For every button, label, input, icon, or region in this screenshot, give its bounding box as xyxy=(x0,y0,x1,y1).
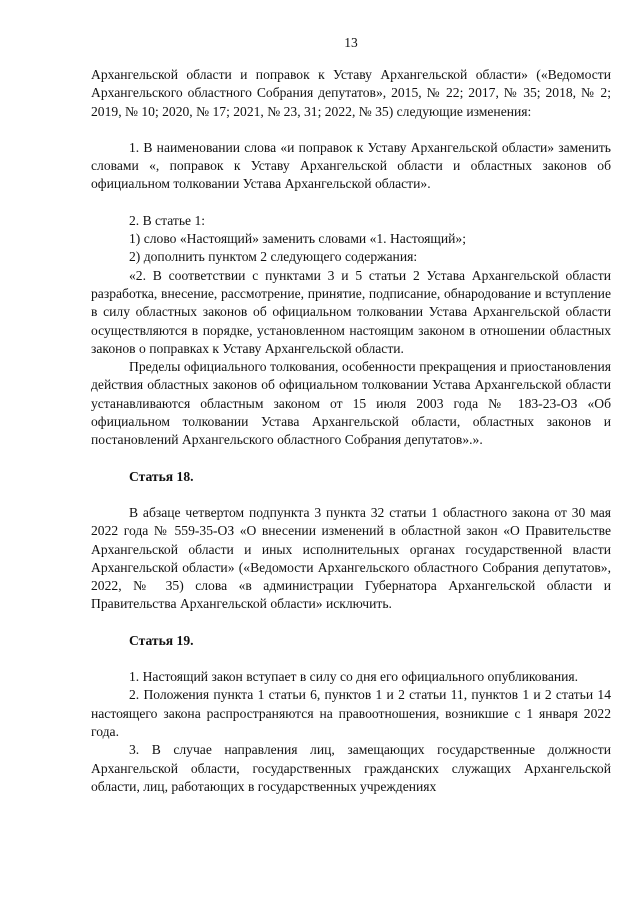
paragraph-amendment-intro: Архангельской области и поправок к Уставу Архангельской области» («Ведомости Архангельского областного Собрания депутатов», 2015, № 22; 2017, № 35; 2018, № 2; 2019, № 10; 2020, № 17; 2021, № 23, 31; 2022, № 35) следующие изменения: xyxy=(91,67,611,119)
page-number: 13 xyxy=(344,35,358,50)
article-18-heading: Статья 18. xyxy=(129,468,194,484)
paragraph-subitem-1: 1) слово «Настоящий» заменить словами «1. Настоящий»; xyxy=(129,231,467,247)
article-19-point-3: 3. В случае направления лиц, замещающих государственные должности Архангельской области, государственных гражданских служащих Архангельской области, лиц, работающих в государственных учреждениях xyxy=(91,742,611,794)
paragraph-limits-of-interpretation: Пределы официального толкования, особенности прекращения и приостановления действия областных законов об официальном толковании Устава Архангельской области устанавливаются областным законом от 15 июля 2003 года № 183-23-ОЗ «Об официальном толковании Устава Архангельской области, областных законов и постановлений Архангельского областного Собрания депутатов».». xyxy=(91,359,611,448)
paragraph-subitem-2: 2) дополнить пунктом 2 следующего содержания: xyxy=(129,249,418,265)
article-19-point-2: 2. Положения пункта 1 статьи 6, пунктов 1 и 2 статьи 11, пунктов 1 и 2 статьи 14 настоящего закона распространяются на правоотношения, возникшие с 1 января 2022 года. xyxy=(91,687,611,739)
article-19-heading: Статья 19. xyxy=(129,632,194,648)
article-19-point-1: 1. Настоящий закон вступает в силу со дня его официального опубликования. xyxy=(129,669,579,685)
article-18-text: В абзаце четвертом подпункта 3 пункта 32 статьи 1 областного закона от 30 мая 2022 года № 559-35-ОЗ «О внесении изменений в областной закон «О Правительстве Архангельской области и иных исполнительных органах государственной власти Архангельской области» («Ведомости Архангельского областного Собрания депутатов», 2022, № 35) слова «в администрации Губернатора Архангельской области и Правительства Архангельской области» исключить. xyxy=(91,504,611,612)
paragraph-item-1: 1. В наименовании слова «и поправок к Уставу Архангельской области» заменить словами «, поправок к Уставу Архангельской области и областных законов об официальном толковании Устава Архангельской области». xyxy=(91,139,611,192)
paragraph-item-2: 2. В статье 1: xyxy=(129,212,206,228)
paragraph-quoted-point-2: «2. В соответствии с пунктами 3 и 5 статьи 2 Устава Архангельской области разработка, внесение, рассмотрение, принятие, подписание, обнародование и вступление в силу областных законов об официальном толковании Устава Архангельской области осуществляются в порядке, установленном настоящим законом в отношении областных законов о поправках к Уставу Архангельской области. xyxy=(91,267,611,356)
